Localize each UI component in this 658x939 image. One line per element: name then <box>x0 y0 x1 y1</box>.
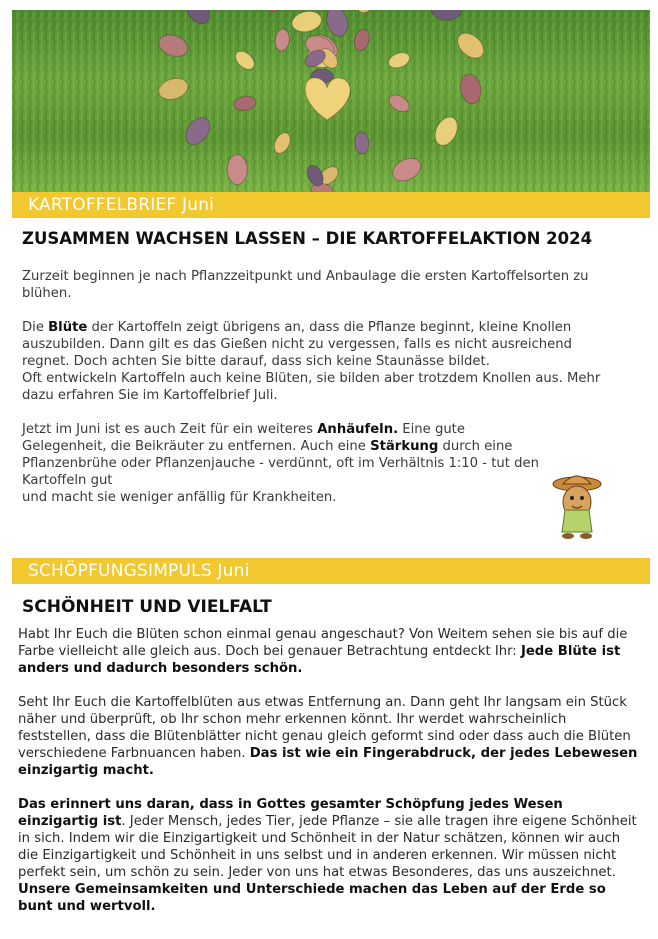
paragraph: Oft entwickeln Kartoffeln auch keine Blüten, sie bilden aber trotzdem Knollen aus. Mehr dazu erfahren Sie im Kartoffelbrief Juli. <box>22 371 601 403</box>
paragraph: und macht sie weniger anfällig für Krankheiten. <box>22 490 337 505</box>
section-band-kartoffelbrief <box>12 192 650 218</box>
paragraph: Das erinnert uns daran, dass in Gottes gesamter Schöpfung jedes Wesen einzigartig ist. Jeder Mensch, jedes Tier, jede Pflanze – sie alle tragen ihre eigene Schönheit in sich. Indem wir die Einzigartigkeit und Schönheit in der Natur schätzen, können wir auch die Einzigartigkeit und Schönheit in uns selbst und in anderen erkennen. Wir müssen nicht perfekt sein, um schön zu sein. Jeder von uns hat etwas Besonderes, das uns auszeichnet. Unsere Gemeinsamkeiten und Unterschiede machen das Leben auf der Erde so bunt und wertvoll. <box>18 797 637 914</box>
paragraph: Die Blüte der Kartoffeln zeigt übrigens an, dass die Pflanze beginnt, kleine Knollen auszubilden. Dann gilt es das Gießen nicht zu vergessen, falls es nicht ausreichend regnet. Doch achten Sie bitte darauf, dass sich keine Staunässe bildet. <box>22 320 572 369</box>
band-label: SCHÖPFUNGSIMPULS Juni <box>28 561 250 581</box>
paragraph: Habt Ihr Euch die Blüten schon einmal genau angeschaut? Von Weitem sehen sie bis auf die Farbe vielleicht alle gleich aus. Doch bei genauer Betrachtung entdeckt Ihr: Jede Blüte ist anders und dadurch besonders schön. <box>18 627 628 676</box>
section-title: SCHÖNHEIT UND VIELFALT <box>22 597 272 617</box>
section2-body <box>18 626 640 932</box>
potato-mascot-icon <box>548 470 606 542</box>
potato-heart-image <box>12 10 650 192</box>
section-band-schoepfungsimpuls <box>12 558 650 584</box>
hero-photo <box>12 10 650 192</box>
potato-shape <box>227 154 248 184</box>
band-label: KARTOFFELBRIEF Juni <box>28 195 215 215</box>
paragraph: Jetzt im Juni ist es auch Zeit für ein weiteres Anhäufeln. Eine gute Gelegenheit, die Beikräuter zu entfernen. Auch eine Stärkung durch eine Pflanzenbrühe oder Pflanzenjauche - verdünnt, oft im Verhältnis 1:10 - tut den Kartoffeln gut <box>22 422 539 488</box>
section1-body <box>22 268 622 523</box>
paragraph: Seht Ihr Euch die Kartoffelblüten aus etwas Entfernung an. Dann geht Ihr langsam ein Stück näher und überprüft, ob Ihr schon mehr erkennen könnt. Ihr werdet wahrscheinlich feststellen, dass die Blütenblätter nicht genau gleich geformt sind oder dass auch die Blüten verschiedene Farbnuancen haben. Das ist wie ein Fingerabdruck, der jedes Lebewesen einzigartig macht. <box>18 695 638 778</box>
page-title: ZUSAMMEN WACHSEN LASSEN – DIE KARTOFFELAKTION 2024 <box>22 229 593 248</box>
paragraph: Zurzeit beginnen je nach Pflanzzeitpunkt und Anbaulage die ersten Kartoffelsorten zu blühen. <box>22 269 589 301</box>
